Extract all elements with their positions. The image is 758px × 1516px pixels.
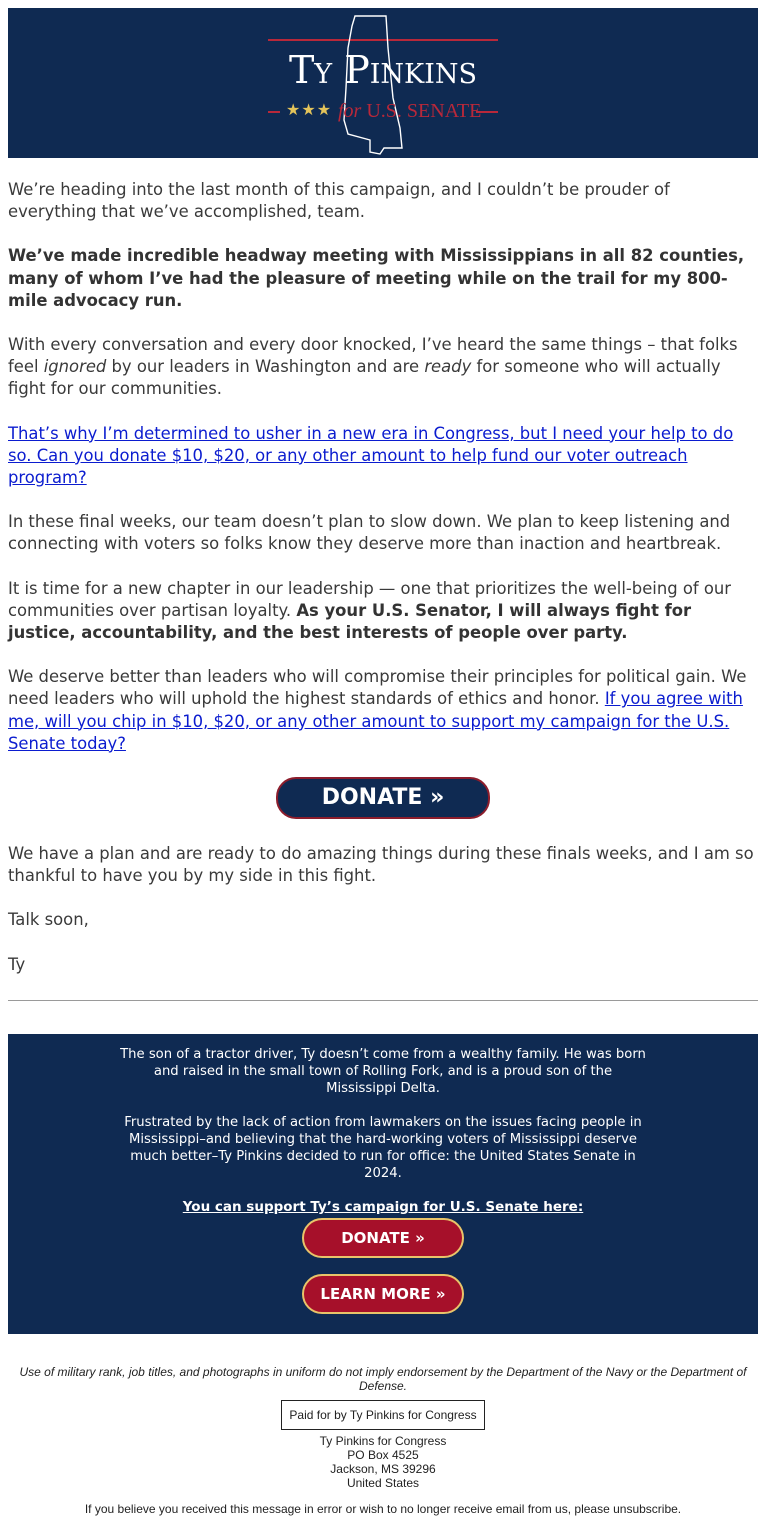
bio-box	[8, 1034, 758, 1334]
address-po-box: PO Box 4525	[347, 1447, 419, 1462]
paragraph-new-chapter	[8, 578, 758, 645]
donate-ask-link-1[interactable]: That’s why I’m determined to usher in a new era in Congress, but I need your help to do so. Can you donate $10, $20, or any other amount to help fund our voter outreach program?	[8, 423, 734, 488]
paragraph-ask-1	[8, 423, 758, 490]
text-span: by our leaders in Washington and are	[106, 357, 425, 377]
bio-donate-button[interactable]: DONATE »	[302, 1218, 464, 1258]
text-span: for someone who will actually fight for our communities.	[8, 357, 721, 399]
paragraph-headway	[8, 245, 758, 312]
emphasis-ready: ready	[424, 357, 472, 377]
learn-more-button[interactable]: LEARN MORE »	[302, 1274, 464, 1314]
paragraph-plan: We have a plan and are ready to do amazing things during these finals weeks, and I am so thankful to have you by my side in this fight.	[8, 844, 754, 886]
bio-paragraph-2: Frustrated by the lack of action from lawmakers on the issues facing people in Mississippi–and believing that the hard-working voters of Mississippi deserve much better–Ty Pinkins decided to run for office: the United States Senate in 2024.	[124, 1114, 642, 1181]
paragraph-final-weeks: In these final weeks, our team doesn’t plan to slow down. We plan to keep listening and connecting with voters so folks know they deserve more than inaction and heartbreak.	[8, 512, 731, 554]
logo-for-word: for	[338, 100, 362, 122]
divider	[8, 1000, 758, 1001]
legal-footer	[8, 1365, 758, 1516]
logo-office: U.S. SENATE	[366, 100, 482, 122]
candidate-name-logo: Ty Pinkins	[288, 48, 478, 92]
address-city: Jackson, MS 39296	[330, 1461, 436, 1476]
military-disclaimer: Use of military rank, job titles, and photographs in uniform do not imply endorsement by the Department of the Navy or the Department of Defense.	[19, 1364, 747, 1393]
stars-icon: ★★★	[286, 100, 333, 119]
mailing-address	[8, 1434, 758, 1490]
address-org: Ty Pinkins for Congress	[319, 1433, 447, 1448]
logo-subtitle	[338, 100, 481, 123]
signature: Ty	[8, 954, 26, 974]
paragraph-intro: We’re heading into the last month of this campaign, and I couldn’t be prouder of everything that we’ve accomplished, team.	[8, 180, 670, 222]
senator-pledge-bold: As your U.S. Senator, I will always fight for justice, accountability, and the best interests of people over party.	[8, 600, 692, 643]
paid-for-box: Paid for by Ty Pinkins for Congress	[281, 1400, 484, 1430]
text-span: With every conversation and every door knocked, I’ve heard the same things – that folks feel	[8, 335, 738, 377]
text-span: We deserve better than leaders who will compromise their principles for political gain. We need leaders who will uphold the highest standards of ethics and honor.	[8, 667, 747, 709]
signoff: Talk soon,	[8, 910, 89, 930]
paragraph-conversations	[8, 334, 758, 401]
support-line	[118, 1199, 648, 1216]
unsubscribe-text[interactable]: If you believe you received this message in error or wish to no longer receive email from us, please unsubscribe.	[84, 1501, 682, 1516]
donate-button-row	[8, 777, 758, 821]
email-container	[8, 8, 758, 1516]
paragraph-headway-bold: We’ve made incredible headway meeting with Mississippians in all 82 counties, many of whom I’ve had the pleasure of meeting while on the trail for my 800-mile advocacy run.	[8, 246, 745, 310]
text-span: It is time for a new chapter in our leadership — one that prioritizes the well-being of our communities over partisan loyalty.	[8, 578, 732, 620]
bio-paragraph-1: The son of a tractor driver, Ty doesn’t come from a wealthy family. He was born and raised in the small town of Rolling Fork, and is a proud son of the Mississippi Delta.	[120, 1046, 646, 1096]
emphasis-ignored: ignored	[43, 357, 107, 377]
address-country: United States	[346, 1475, 420, 1490]
email-body	[8, 179, 758, 976]
support-campaign-link[interactable]: You can support Ty’s campaign for U.S. Senate here:	[182, 1198, 584, 1215]
bio-content	[118, 1046, 648, 1314]
donate-button[interactable]: DONATE »	[276, 777, 490, 819]
campaign-header-banner	[8, 8, 758, 158]
paragraph-ask-2	[8, 666, 758, 755]
donate-ask-link-2[interactable]: If you agree with me, will you chip in $10, $20, or any other amount to support my campaign for the U.S. Senate today?	[8, 689, 743, 753]
